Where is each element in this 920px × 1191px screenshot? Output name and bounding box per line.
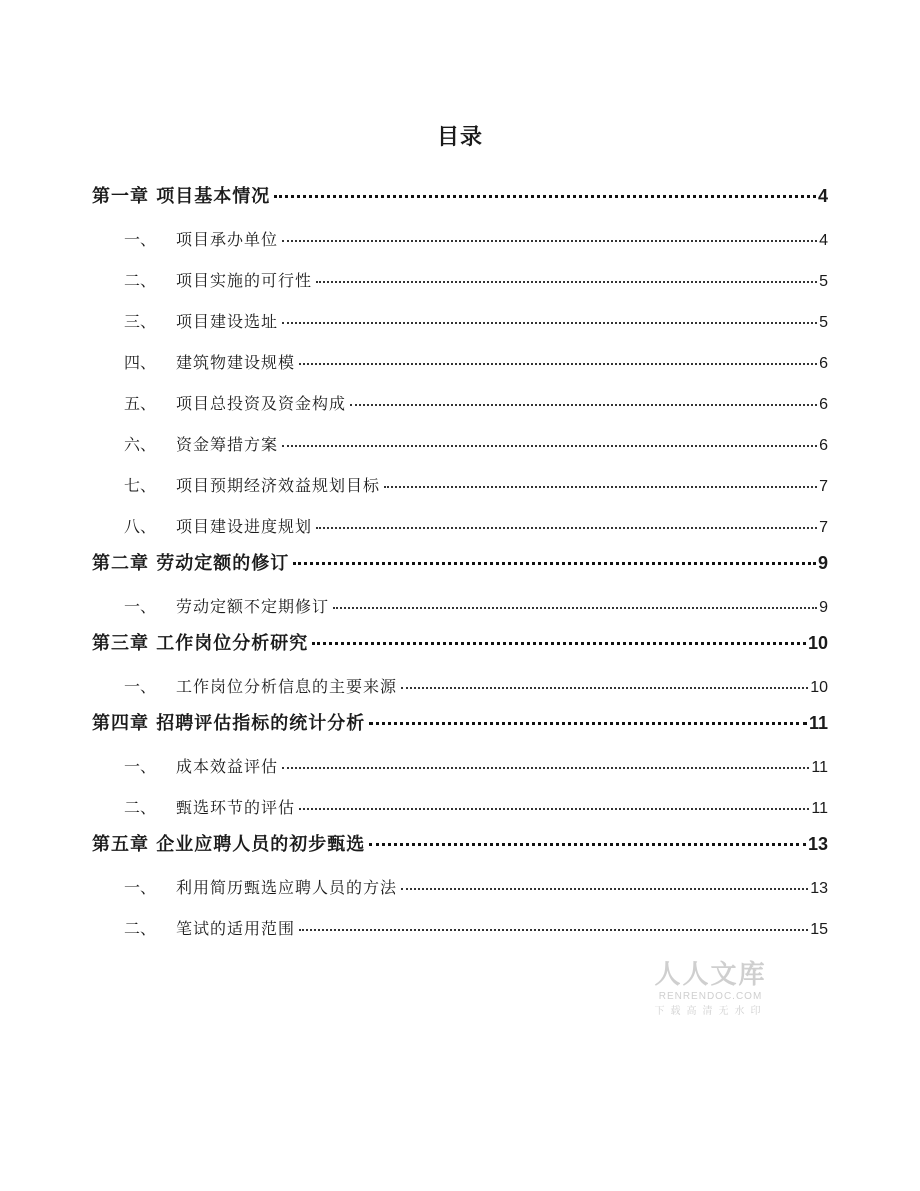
- toc-entry-label: 项目实施的可行性: [176, 271, 313, 290]
- toc-entry-label: 成本效益评估: [176, 757, 279, 776]
- toc-page-number: 6: [819, 437, 828, 454]
- toc-entry-label: 第二章 劳动定额的修订: [92, 553, 290, 574]
- toc-entry-label: 利用简历甄选应聘人员的方法: [176, 878, 398, 897]
- toc-dot-leader: [369, 721, 807, 725]
- toc-section-number: 一、: [124, 757, 157, 776]
- toc-section-entry[interactable]: [92, 230, 828, 250]
- toc-section-number: 二、: [124, 271, 157, 290]
- toc-section-number: 一、: [124, 878, 157, 897]
- toc-entry-label: 第四章 招聘评估指标的统计分析: [92, 713, 366, 734]
- toc-section-number: 三、: [124, 312, 157, 331]
- toc-entry-label: 第五章 企业应聘人员的初步甄选: [92, 834, 366, 855]
- toc-section-entry[interactable]: [92, 435, 828, 455]
- toc-section-number: 五、: [124, 394, 157, 413]
- toc-page-number: 13: [810, 880, 828, 897]
- toc-page-number: 13: [807, 834, 828, 854]
- toc-entry-label: 项目预期经济效益规划目标: [176, 476, 381, 495]
- toc-section-entry[interactable]: [92, 312, 828, 332]
- toc-section-entry[interactable]: [92, 353, 828, 373]
- toc-chapter-entry[interactable]: [92, 834, 828, 854]
- toc-section-entry[interactable]: [92, 798, 828, 818]
- table-of-contents: [92, 178, 828, 947]
- toc-page-number: 10: [810, 679, 828, 696]
- toc-dot-leader: [316, 526, 817, 529]
- toc-section-number: 一、: [124, 230, 157, 249]
- toc-dot-leader: [316, 280, 817, 283]
- toc-page-number: 7: [819, 519, 828, 536]
- toc-dot-leader: [299, 362, 817, 365]
- toc-dot-leader: [274, 194, 816, 198]
- toc-entry-label: 第一章 项目基本情况: [92, 186, 271, 207]
- toc-chapter-entry[interactable]: [92, 186, 828, 206]
- toc-dot-leader: [282, 766, 809, 769]
- toc-section-number: 一、: [124, 677, 157, 696]
- toc-dot-leader: [282, 239, 817, 242]
- toc-section-number: 一、: [124, 597, 157, 616]
- toc-entry-label: 甄选环节的评估: [176, 798, 296, 817]
- toc-section-number: 四、: [124, 353, 157, 372]
- toc-entry-label: 项目总投资及资金构成: [176, 394, 347, 413]
- toc-section-entry[interactable]: [92, 677, 828, 697]
- watermark: [648, 960, 773, 1020]
- toc-page-number: 11: [811, 759, 828, 776]
- toc-page-number: 7: [819, 478, 828, 495]
- toc-dot-leader: [299, 928, 808, 931]
- toc-page-number: 5: [819, 273, 828, 290]
- toc-dot-leader: [384, 485, 817, 488]
- toc-chapter-entry[interactable]: [92, 713, 828, 733]
- toc-dot-leader: [299, 807, 809, 810]
- toc-dot-leader: [293, 561, 816, 565]
- toc-page-number: 15: [810, 921, 828, 938]
- toc-title: 目录: [436, 125, 483, 150]
- toc-section-entry[interactable]: [92, 271, 828, 291]
- toc-section-number: 二、: [124, 798, 157, 817]
- toc-section-number: 八、: [124, 517, 157, 536]
- watermark-logo-text: 人人文库: [654, 960, 767, 990]
- watermark-tagline: 下载高清无水印: [654, 1006, 767, 1017]
- toc-page-number: 10: [807, 633, 828, 653]
- toc-section-entry[interactable]: [92, 597, 828, 617]
- toc-page-number: 6: [819, 396, 828, 413]
- toc-section-entry[interactable]: [92, 394, 828, 414]
- toc-section-entry[interactable]: [92, 517, 828, 537]
- toc-dot-leader: [333, 606, 817, 609]
- toc-section-number: 六、: [124, 435, 157, 454]
- toc-section-entry[interactable]: [92, 878, 828, 898]
- toc-entry-label: 笔试的适用范围: [176, 919, 296, 938]
- toc-dot-leader: [401, 686, 808, 689]
- toc-section-number: 二、: [124, 919, 157, 938]
- toc-entry-label: 项目建设选址: [176, 312, 279, 331]
- toc-page-number: 5: [819, 314, 828, 331]
- toc-page-number: 9: [819, 599, 828, 616]
- toc-section-entry[interactable]: [92, 919, 828, 939]
- watermark-site: RENRENDOC.COM: [658, 991, 763, 1002]
- toc-entry-label: 工作岗位分析信息的主要来源: [176, 677, 398, 696]
- toc-entry-label: 项目承办单位: [176, 230, 279, 249]
- toc-chapter-entry[interactable]: [92, 633, 828, 653]
- toc-entry-label: 劳动定额不定期修订: [176, 597, 330, 616]
- toc-dot-leader: [369, 842, 806, 846]
- toc-entry-label: 资金筹措方案: [176, 435, 279, 454]
- toc-entry-label: 项目建设进度规划: [176, 517, 313, 536]
- toc-entry-label: 第三章 工作岗位分析研究: [92, 633, 309, 654]
- toc-page-number: 6: [819, 355, 828, 372]
- toc-section-entry[interactable]: [92, 476, 828, 496]
- toc-dot-leader: [282, 321, 817, 324]
- toc-dot-leader: [282, 444, 817, 447]
- toc-entry-label: 建筑物建设规模: [176, 353, 296, 372]
- toc-dot-leader: [350, 403, 817, 406]
- toc-page-number: 9: [817, 553, 828, 573]
- toc-page-number: 4: [817, 186, 828, 206]
- toc-dot-leader: [401, 887, 808, 890]
- toc-section-entry[interactable]: [92, 757, 828, 777]
- toc-page-number: 4: [819, 232, 828, 249]
- toc-section-number: 七、: [124, 476, 157, 495]
- toc-page-number: 11: [808, 713, 828, 733]
- toc-dot-leader: [312, 641, 806, 645]
- toc-chapter-entry[interactable]: [92, 553, 828, 573]
- toc-page-number: 11: [811, 800, 828, 817]
